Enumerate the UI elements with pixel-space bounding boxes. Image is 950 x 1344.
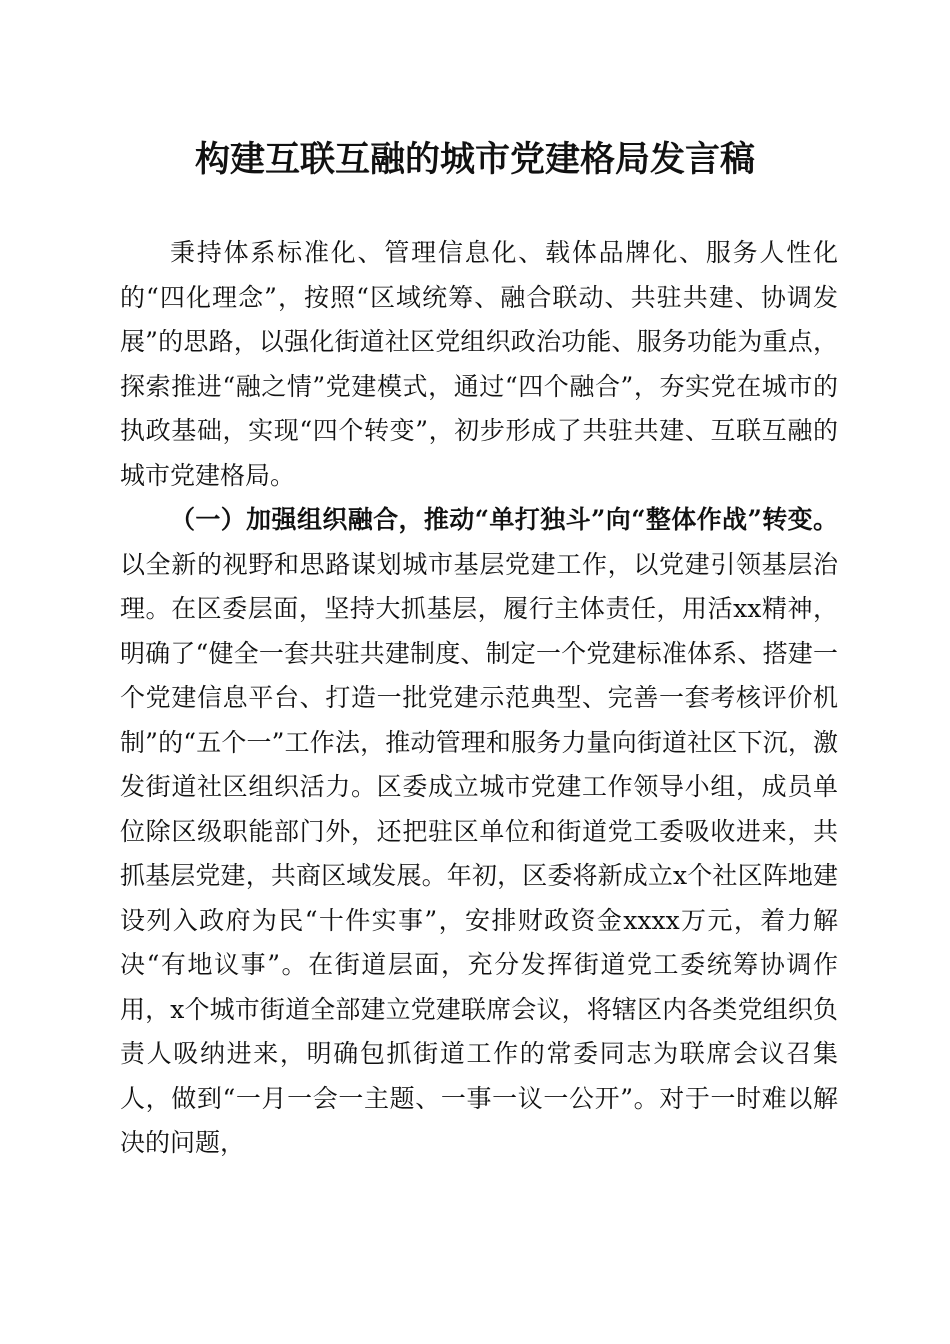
paragraph-intro xyxy=(120,231,838,498)
paragraph-section-1 xyxy=(120,498,838,1166)
document-body xyxy=(120,231,838,1166)
paragraph-lead: （一）加强组织融合，推动“单打独斗”向“整体作战”转变。 xyxy=(170,505,838,534)
paragraph-text: 秉持体系标准化、管理信息化、载体品牌化、服务人性化的“四化理念”，按照“区域统筹、融合联动、共驻共建、协调发展”的思路，以强化街道社区党组织政治功能、服务功能为重点，探索推进“融之情”党建模式，通过“四个融合”，夯实党在城市的执政基础，实现“四个转变”，初步形成了共驻共建、互联互融的城市党建格局。 xyxy=(120,238,838,490)
document-title: 构建互联互融的城市党建格局发言稿 xyxy=(194,140,755,180)
paragraph-text: 以全新的视野和思路谋划城市基层党建工作，以党建引领基层治理。在区委层面，坚持大抓基层，履行主体责任，用活xx精神，明确了“健全一套共驻共建制度、制定一个党建标准体系、搭建一个党建信息平台、打造一批党建示范典型、完善一套考核评价机制”的“五个一”工作法，推动管理和服务力量向街道社区下沉，激发街道社区组织活力。区委成立城市党建工作领导小组，成员单位除区级职能部门外，还把驻区单位和街道党工委吸收进来，共抓基层党建，共商区域发展。年初，区委将新成立x个社区阵地建设列入政府为民“十件实事”，安排财政资金xxxx万元，着力解决“有地议事”。在街道层面，充分发挥街道党工委统筹协调作用，x个城市街道全部建立党建联席会议，将辖区内各类党组织负责人吸纳进来，明确包抓街道工作的常委同志为联席会议召集人，做到“一月一会一主题、一事一议一公开”。对于一时难以解决的问题， xyxy=(120,549,838,1157)
